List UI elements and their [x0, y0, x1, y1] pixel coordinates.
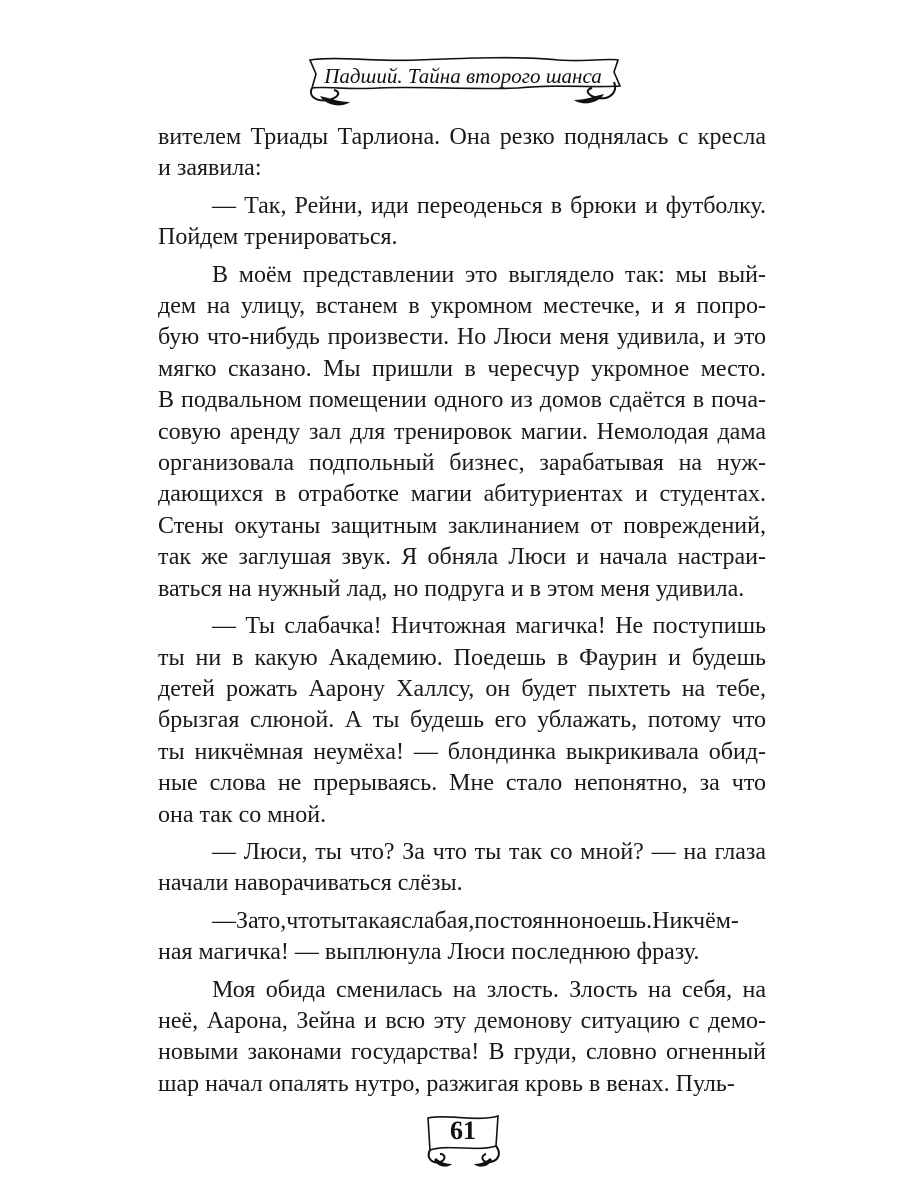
page-footer	[418, 1110, 508, 1174]
paragraph	[158, 837, 766, 900]
text-line: мягко сказано. Мы пришли в чересчур укромное место.	[158, 355, 766, 382]
text-line: так же заглушая звук. Я обняла Люси и начала настраи-	[158, 544, 766, 571]
body-text	[158, 122, 766, 1106]
text-line: В моём представлении это выглядело так: мы вый-	[212, 261, 766, 288]
text-line: брызгая слюной. А ты будешь его ублажать, потому что	[158, 707, 766, 734]
text-line: Пойдем тренироваться.	[158, 224, 398, 251]
text-line: совую аренду зал для тренировок магии. Немолодая дама	[158, 418, 766, 445]
text-line: ты ни в какую Академию. Поедешь в Фаурин и будешь	[158, 644, 766, 671]
header-title: Падший. Тайна второго шанса	[324, 64, 602, 88]
text-line: дем на улицу, встанем в укромном местечке, и я попро-	[158, 293, 766, 320]
text-line: ты никчёмная неумёха! — блондинка выкрикивала обид-	[158, 738, 766, 765]
text-line: дающихся в отработке магии абитуриентах и студентах.	[158, 481, 766, 508]
text-line: шар начал опалять нутро, разжигая кровь в венах. Пуль-	[158, 1070, 735, 1097]
text-line: начали наворачиваться слёзы.	[158, 870, 463, 897]
text-line: она так со мной.	[158, 801, 327, 828]
text-line: организовала подпольный бизнес, зарабатывая на нуж-	[158, 450, 766, 477]
page-number: 61	[450, 1116, 476, 1145]
text-line: — Ты слабачка! Ничтожная магичка! Не поступишь	[212, 613, 766, 640]
text-line: — Так, Рейни, иди переоденься в брюки и футболку.	[212, 192, 766, 219]
text-line: и заявила:	[158, 155, 262, 182]
running-header	[298, 52, 628, 114]
paragraph	[158, 122, 766, 185]
text-line: В подвальном помещении одного из домов сдаётся в поча-	[158, 387, 766, 414]
text-line: Моя обида сменилась на злость. Злость на себя, на	[212, 976, 766, 1003]
text-line: ная магичка! — выплюнула Люси последнюю фразу.	[158, 939, 700, 966]
text-line: неё, Аарона, Зейна и всю эту демонову ситуацию с демо-	[158, 1007, 766, 1034]
paragraph	[158, 906, 766, 969]
paragraph	[158, 191, 766, 254]
paragraph	[158, 260, 766, 605]
text-line: вителем Триады Тарлиона. Она резко поднялась с кресла	[158, 124, 766, 150]
paragraph	[158, 975, 766, 1101]
text-line: бую что-нибудь произвести. Но Люси меня удивила, и это	[158, 324, 766, 351]
text-line: —Зато,чтотытакаяслабая,постоянноноешь.Никчём-	[212, 907, 739, 934]
text-line: новыми законами государства! В груди, словно огненный	[158, 1039, 766, 1066]
text-line: Стены окутаны защитным заклинанием от повреждений,	[158, 512, 766, 539]
text-line: ваться на нужный лад, но подруга и в этом меня удивила.	[158, 575, 745, 602]
text-line: ные слова не прерываясь. Мне стало непонятно, за что	[158, 770, 766, 797]
text-line: детей рожать Аарону Халлсу, он будет пыхтеть на тебе,	[158, 675, 766, 702]
text-line: — Люси, ты что? За что ты так со мной? — на глаза	[212, 838, 766, 865]
paragraph	[158, 611, 766, 831]
